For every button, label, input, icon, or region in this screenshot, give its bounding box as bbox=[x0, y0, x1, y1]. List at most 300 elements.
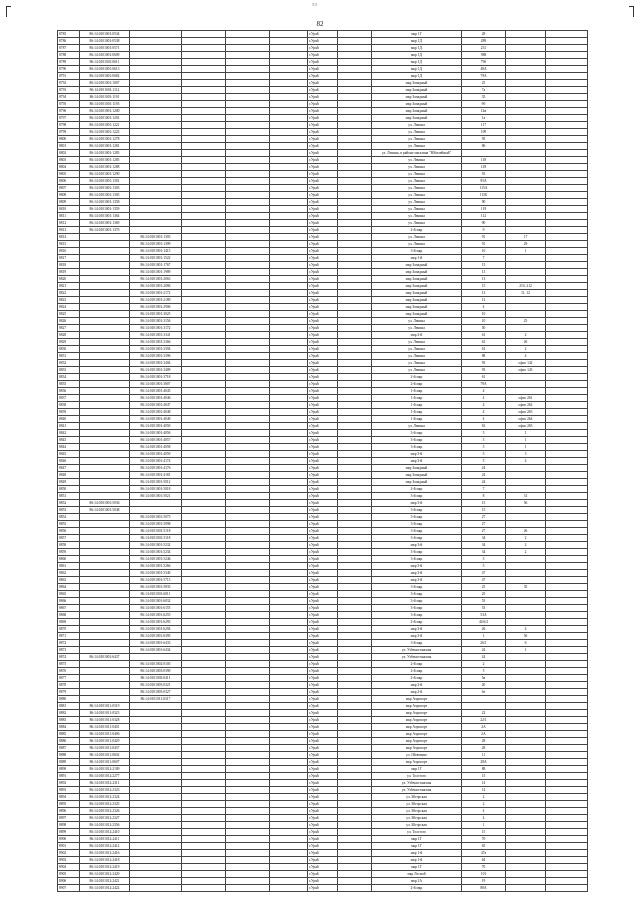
cadastral-number-cell bbox=[80, 626, 130, 633]
street-cell: 2-й мкр bbox=[372, 227, 462, 234]
empty-cell bbox=[338, 479, 372, 486]
premises-number-cell bbox=[506, 703, 546, 710]
empty-cell bbox=[546, 374, 588, 381]
empty-cell bbox=[338, 458, 372, 465]
cadastral-number-alt-cell bbox=[130, 52, 182, 59]
cadastral-number-cell: 86:14:0101001:0611 bbox=[80, 59, 130, 66]
premises-number-cell: офис 142 bbox=[506, 360, 546, 367]
table-row bbox=[58, 731, 588, 738]
cadastral-number-alt-cell bbox=[130, 738, 182, 745]
premises-number-cell bbox=[506, 150, 546, 157]
premises-number-cell bbox=[506, 52, 546, 59]
empty-cell bbox=[546, 164, 588, 171]
city-cell: г.Урай bbox=[308, 269, 338, 276]
cadastral-number-cell bbox=[80, 409, 130, 416]
house-number-cell: 5 bbox=[462, 556, 506, 563]
empty-cell bbox=[338, 801, 372, 808]
cadastral-number-cell: 86:14:0101012:2326 bbox=[80, 808, 130, 815]
empty-cell bbox=[546, 605, 588, 612]
street-cell: ул. Югорская bbox=[372, 815, 462, 822]
street-cell: мкр 1Д bbox=[372, 59, 462, 66]
cadastral-number-alt-cell: 86:14:0101001:6395 bbox=[130, 633, 182, 640]
empty-cell bbox=[182, 395, 226, 402]
premises-number-cell bbox=[506, 31, 546, 38]
table-row bbox=[58, 521, 588, 528]
street-cell: 3-й мкр bbox=[372, 248, 462, 255]
city-cell: г.Урай bbox=[308, 829, 338, 836]
house-number-cell: 24 bbox=[462, 472, 506, 479]
empty-cell bbox=[270, 787, 308, 794]
premises-number-cell bbox=[506, 619, 546, 626]
empty-cell bbox=[182, 255, 226, 262]
empty-cell bbox=[226, 346, 270, 353]
cadastral-number-alt-cell: 86:14:0101001:3396 bbox=[130, 353, 182, 360]
empty-cell bbox=[270, 185, 308, 192]
city-cell: г.Урай bbox=[308, 668, 338, 675]
empty-cell bbox=[338, 619, 372, 626]
house-number-cell: 26/1 bbox=[462, 640, 506, 647]
empty-cell bbox=[338, 115, 372, 122]
empty-cell bbox=[546, 829, 588, 836]
empty-cell bbox=[338, 612, 372, 619]
row-index-cell: 8858 bbox=[58, 542, 80, 549]
table-row bbox=[58, 416, 588, 423]
cadastral-number-alt-cell: 86:14:0101001:3366 bbox=[130, 339, 182, 346]
row-index-cell: 8860 bbox=[58, 556, 80, 563]
empty-cell bbox=[226, 535, 270, 542]
premises-number-cell bbox=[506, 374, 546, 381]
street-cell: мкр 2-й bbox=[372, 332, 462, 339]
city-cell: г.Урай bbox=[308, 731, 338, 738]
city-cell: г.Урай bbox=[308, 787, 338, 794]
empty-cell bbox=[338, 829, 372, 836]
house-number-cell: 5 bbox=[462, 458, 506, 465]
premises-number-cell bbox=[506, 773, 546, 780]
street-cell: мкр Западный bbox=[372, 304, 462, 311]
table-row bbox=[58, 584, 588, 591]
city-cell: г.Урай bbox=[308, 122, 338, 129]
house-number-cell: 10 bbox=[462, 318, 506, 325]
cadastral-number-cell bbox=[80, 584, 130, 591]
street-cell: мкр 2А bbox=[372, 878, 462, 885]
empty-cell bbox=[226, 689, 270, 696]
cadastral-number-cell: 86:14:0101001:1305 bbox=[80, 192, 130, 199]
table-row bbox=[58, 528, 588, 535]
cadastral-number-alt-cell bbox=[130, 150, 182, 157]
city-cell: г.Урай bbox=[308, 290, 338, 297]
street-cell: мкр Западный bbox=[372, 262, 462, 269]
empty-cell bbox=[182, 171, 226, 178]
city-cell: г.Урай bbox=[308, 38, 338, 45]
empty-cell bbox=[338, 437, 372, 444]
cadastral-number-cell bbox=[80, 521, 130, 528]
empty-cell bbox=[338, 374, 372, 381]
table-row bbox=[58, 724, 588, 731]
empty-cell bbox=[226, 822, 270, 829]
cadastral-number-cell bbox=[80, 346, 130, 353]
cadastral-number-cell bbox=[80, 283, 130, 290]
city-cell: г.Урай bbox=[308, 332, 338, 339]
house-number-cell: 7а bbox=[462, 87, 506, 94]
empty-cell bbox=[546, 850, 588, 857]
street-cell: ул. Ленина bbox=[372, 220, 462, 227]
empty-cell bbox=[270, 668, 308, 675]
premises-number-cell: 56 bbox=[506, 500, 546, 507]
premises-number-cell bbox=[506, 465, 546, 472]
row-index-cell: 8887 bbox=[58, 745, 80, 752]
house-number-cell: 90 bbox=[462, 220, 506, 227]
premises-number-cell bbox=[506, 514, 546, 521]
empty-cell bbox=[546, 675, 588, 682]
cadastral-number-alt-cell bbox=[130, 122, 182, 129]
street-cell: ул. Толстого bbox=[372, 829, 462, 836]
row-index-cell: 8891 bbox=[58, 773, 80, 780]
empty-cell bbox=[546, 801, 588, 808]
empty-cell bbox=[546, 710, 588, 717]
house-number-cell: 53 bbox=[462, 605, 506, 612]
city-cell: г.Урай bbox=[308, 752, 338, 759]
empty-cell bbox=[270, 227, 308, 234]
cadastral-number-cell bbox=[80, 255, 130, 262]
cadastral-number-cell: 86:14:0101012:2412 bbox=[80, 843, 130, 850]
empty-cell bbox=[182, 724, 226, 731]
empty-cell bbox=[182, 381, 226, 388]
house-number-cell: 47 bbox=[462, 570, 506, 577]
house-number-cell: 13 bbox=[462, 290, 506, 297]
cadastral-number-alt-cell bbox=[130, 710, 182, 717]
house-number-cell: 50 bbox=[462, 325, 506, 332]
table-row bbox=[58, 556, 588, 563]
street-cell: мкр 1Д bbox=[372, 45, 462, 52]
empty-cell bbox=[546, 472, 588, 479]
empty-cell bbox=[270, 157, 308, 164]
empty-cell bbox=[270, 647, 308, 654]
empty-cell bbox=[270, 759, 308, 766]
city-cell: г.Урай bbox=[308, 402, 338, 409]
empty-cell bbox=[546, 423, 588, 430]
street-cell: ул. Югорская bbox=[372, 794, 462, 801]
row-index-cell: 8843 bbox=[58, 437, 80, 444]
empty-cell bbox=[182, 38, 226, 45]
cadastral-number-alt-cell bbox=[130, 864, 182, 871]
house-number-cell: 15 bbox=[462, 507, 506, 514]
empty-cell bbox=[546, 836, 588, 843]
empty-cell bbox=[546, 339, 588, 346]
empty-cell bbox=[338, 626, 372, 633]
street-cell: 3-й мкр bbox=[372, 549, 462, 556]
empty-cell bbox=[182, 794, 226, 801]
row-index-cell: 8829 bbox=[58, 339, 80, 346]
empty-cell bbox=[182, 829, 226, 836]
empty-cell bbox=[270, 297, 308, 304]
row-index-cell: 8808 bbox=[58, 192, 80, 199]
cadastral-number-alt-cell bbox=[130, 766, 182, 773]
table-row bbox=[58, 115, 588, 122]
empty-cell bbox=[270, 563, 308, 570]
premises-number-cell bbox=[506, 38, 546, 45]
empty-cell bbox=[270, 801, 308, 808]
city-cell: г.Урай bbox=[308, 178, 338, 185]
row-index-cell: 8833 bbox=[58, 367, 80, 374]
row-index-cell: 8892 bbox=[58, 780, 80, 787]
row-index-cell: 8872 bbox=[58, 640, 80, 647]
premises-number-cell: офис 262 bbox=[506, 402, 546, 409]
empty-cell bbox=[182, 353, 226, 360]
cadastral-number-alt-cell bbox=[130, 227, 182, 234]
premises-number-cell: 2 bbox=[506, 346, 546, 353]
premises-number-cell bbox=[506, 185, 546, 192]
city-cell: г.Урай bbox=[308, 507, 338, 514]
empty-cell bbox=[270, 150, 308, 157]
empty-cell bbox=[270, 521, 308, 528]
empty-cell bbox=[182, 808, 226, 815]
empty-cell bbox=[270, 52, 308, 59]
premises-number-cell bbox=[506, 220, 546, 227]
premises-number-cell bbox=[506, 87, 546, 94]
city-cell: г.Урай bbox=[308, 150, 338, 157]
empty-cell bbox=[338, 773, 372, 780]
row-index-cell: 8905 bbox=[58, 871, 80, 878]
city-cell: г.Урай bbox=[308, 689, 338, 696]
empty-cell bbox=[270, 472, 308, 479]
table-row bbox=[58, 402, 588, 409]
row-index-cell: 8842 bbox=[58, 430, 80, 437]
empty-cell bbox=[226, 850, 270, 857]
row-index-cell: 8814 bbox=[58, 234, 80, 241]
row-index-cell: 8890 bbox=[58, 766, 80, 773]
house-number-cell: 79б bbox=[462, 59, 506, 66]
cadastral-number-cell bbox=[80, 479, 130, 486]
street-cell: ул. Ленина bbox=[372, 136, 462, 143]
street-cell: 3-й мкр bbox=[372, 521, 462, 528]
empty-cell bbox=[546, 535, 588, 542]
house-number-cell: 24 bbox=[462, 465, 506, 472]
empty-cell bbox=[182, 458, 226, 465]
row-index-cell: 8832 bbox=[58, 360, 80, 367]
cadastral-number-alt-cell: 86:14:0101001:5234 bbox=[130, 549, 182, 556]
house-number-cell: 79А bbox=[462, 73, 506, 80]
empty-cell bbox=[182, 150, 226, 157]
cadastral-number-alt-cell bbox=[130, 731, 182, 738]
city-cell: г.Урай bbox=[308, 283, 338, 290]
premises-number-cell: 2 bbox=[506, 542, 546, 549]
table-row bbox=[58, 45, 588, 52]
table-row bbox=[58, 710, 588, 717]
cadastral-number-alt-cell bbox=[130, 171, 182, 178]
table-row bbox=[58, 689, 588, 696]
empty-cell bbox=[226, 276, 270, 283]
empty-cell bbox=[182, 59, 226, 66]
house-number-cell: 4 bbox=[462, 388, 506, 395]
cadastral-number-alt-cell: 86:14:0101001:3025 bbox=[130, 311, 182, 318]
city-cell: г.Урай bbox=[308, 815, 338, 822]
empty-cell bbox=[226, 493, 270, 500]
house-number-cell: 10 bbox=[462, 311, 506, 318]
empty-cell bbox=[270, 325, 308, 332]
table-row bbox=[58, 430, 588, 437]
empty-cell bbox=[546, 108, 588, 115]
cadastral-number-alt-cell: 86:14:0101001:6255 bbox=[130, 612, 182, 619]
cadastral-number-alt-cell: 86:14:0101001:5118 bbox=[130, 535, 182, 542]
empty-cell bbox=[338, 262, 372, 269]
cadastral-number-cell bbox=[80, 416, 130, 423]
premises-number-cell: 4 bbox=[506, 458, 546, 465]
empty-cell bbox=[182, 738, 226, 745]
premises-number-cell bbox=[506, 885, 546, 892]
empty-cell bbox=[226, 717, 270, 724]
empty-cell bbox=[226, 374, 270, 381]
table-row bbox=[58, 815, 588, 822]
premises-number-cell: 2 bbox=[506, 332, 546, 339]
empty-cell bbox=[546, 633, 588, 640]
premises-number-cell: 25 bbox=[506, 318, 546, 325]
city-cell: г.Урай bbox=[308, 584, 338, 591]
empty-cell bbox=[338, 570, 372, 577]
street-cell: ул. Ленина bbox=[372, 325, 462, 332]
street-cell: 2-й мкр bbox=[372, 486, 462, 493]
table-row bbox=[58, 780, 588, 787]
city-cell: г.Урай bbox=[308, 437, 338, 444]
table-row bbox=[58, 458, 588, 465]
cadastral-number-alt-cell bbox=[130, 724, 182, 731]
cadastral-number-cell bbox=[80, 262, 130, 269]
empty-cell bbox=[546, 682, 588, 689]
empty-cell bbox=[546, 563, 588, 570]
street-cell: мкр 1Г bbox=[372, 31, 462, 38]
empty-cell bbox=[546, 885, 588, 892]
house-number-cell: 11 bbox=[462, 752, 506, 759]
empty-cell bbox=[338, 542, 372, 549]
empty-cell bbox=[182, 689, 226, 696]
cadastral-number-alt-cell: 86:14:0101001:1522 bbox=[130, 255, 182, 262]
street-cell: 3-й мкр bbox=[372, 612, 462, 619]
cadastral-number-alt-cell bbox=[130, 185, 182, 192]
street-cell: 1-й мкр bbox=[372, 416, 462, 423]
table-row bbox=[58, 388, 588, 395]
table-row bbox=[58, 374, 588, 381]
empty-cell bbox=[270, 542, 308, 549]
row-index-cell: 8896 bbox=[58, 808, 80, 815]
table-row bbox=[58, 605, 588, 612]
street-cell: 3-й мкр bbox=[372, 528, 462, 535]
empty-cell bbox=[338, 577, 372, 584]
cadastral-number-cell bbox=[80, 402, 130, 409]
premises-number-cell: офис 261 bbox=[506, 395, 546, 402]
empty-cell bbox=[226, 220, 270, 227]
table-row bbox=[58, 493, 588, 500]
row-index-cell: 8803 bbox=[58, 157, 80, 164]
empty-cell bbox=[270, 262, 308, 269]
city-cell: г.Урай bbox=[308, 549, 338, 556]
row-index-cell: 8792 bbox=[58, 80, 80, 87]
empty-cell bbox=[338, 647, 372, 654]
empty-cell bbox=[270, 654, 308, 661]
cadastral-number-alt-cell bbox=[130, 843, 182, 850]
empty-cell bbox=[270, 794, 308, 801]
empty-cell bbox=[182, 563, 226, 570]
empty-cell bbox=[270, 73, 308, 80]
cadastral-number-cell: 86:14:0101012:2323 bbox=[80, 787, 130, 794]
cadastral-number-cell bbox=[80, 633, 130, 640]
empty-cell bbox=[226, 773, 270, 780]
empty-cell bbox=[546, 73, 588, 80]
empty-cell bbox=[270, 59, 308, 66]
table-row bbox=[58, 178, 588, 185]
empty-cell bbox=[338, 234, 372, 241]
cadastral-number-alt-cell: 86:14:0101001:5012 bbox=[130, 479, 182, 486]
empty-cell bbox=[338, 80, 372, 87]
empty-cell bbox=[546, 94, 588, 101]
empty-cell bbox=[546, 794, 588, 801]
city-cell: г.Урай bbox=[308, 577, 338, 584]
cadastral-number-alt-cell: 86:14:0101001:2086 bbox=[130, 283, 182, 290]
cadastral-number-cell bbox=[80, 528, 130, 535]
top-mark: т.т bbox=[312, 3, 318, 8]
empty-cell bbox=[182, 143, 226, 150]
city-cell: г.Урай bbox=[308, 185, 338, 192]
empty-cell bbox=[338, 535, 372, 542]
empty-cell bbox=[338, 171, 372, 178]
table-row bbox=[58, 129, 588, 136]
empty-cell bbox=[182, 591, 226, 598]
house-number-cell: 4 bbox=[462, 402, 506, 409]
row-index-cell: 8817 bbox=[58, 255, 80, 262]
street-cell: ул. Ленина bbox=[372, 234, 462, 241]
empty-cell bbox=[270, 493, 308, 500]
house-number-cell: 115Б bbox=[462, 192, 506, 199]
empty-cell bbox=[338, 794, 372, 801]
empty-cell bbox=[226, 682, 270, 689]
table-row bbox=[58, 437, 588, 444]
empty-cell bbox=[338, 311, 372, 318]
empty-cell bbox=[270, 416, 308, 423]
cadastral-number-cell: 86:14:0101012:2418 bbox=[80, 857, 130, 864]
empty-cell bbox=[546, 647, 588, 654]
cadastral-number-alt-cell bbox=[130, 703, 182, 710]
house-number-cell: 1 bbox=[462, 822, 506, 829]
empty-cell bbox=[338, 696, 372, 703]
house-number-cell: 2 bbox=[462, 801, 506, 808]
premises-number-cell bbox=[506, 871, 546, 878]
row-index-cell: 8873 bbox=[58, 647, 80, 654]
premises-number-cell bbox=[506, 178, 546, 185]
cadastral-number-cell bbox=[80, 269, 130, 276]
house-number-cell: 115А bbox=[462, 185, 506, 192]
empty-cell bbox=[182, 206, 226, 213]
row-index-cell: 8822 bbox=[58, 290, 80, 297]
city-cell: г.Урай bbox=[308, 682, 338, 689]
house-number-cell: 61 bbox=[462, 346, 506, 353]
house-number-cell: 95А bbox=[462, 178, 506, 185]
street-cell: 2-й мкр bbox=[372, 668, 462, 675]
table-row bbox=[58, 752, 588, 759]
table-row bbox=[58, 66, 588, 73]
empty-cell bbox=[270, 101, 308, 108]
empty-cell bbox=[546, 269, 588, 276]
street-cell: ул. Ленина bbox=[372, 206, 462, 213]
cadastral-number-alt-cell: 86:14:0101001:5018 bbox=[130, 486, 182, 493]
row-index-cell: 8818 bbox=[58, 262, 80, 269]
empty-cell bbox=[226, 766, 270, 773]
row-index-cell: 8876 bbox=[58, 668, 80, 675]
row-index-cell: 8807 bbox=[58, 185, 80, 192]
table-row bbox=[58, 304, 588, 311]
street-cell: мкр 2-й bbox=[372, 689, 462, 696]
street-cell: 3-й мкр bbox=[372, 591, 462, 598]
cadastral-number-alt-cell bbox=[130, 836, 182, 843]
cadastral-number-cell: 86:14:0101001:0538 bbox=[80, 38, 130, 45]
row-index-cell: 8804 bbox=[58, 164, 80, 171]
